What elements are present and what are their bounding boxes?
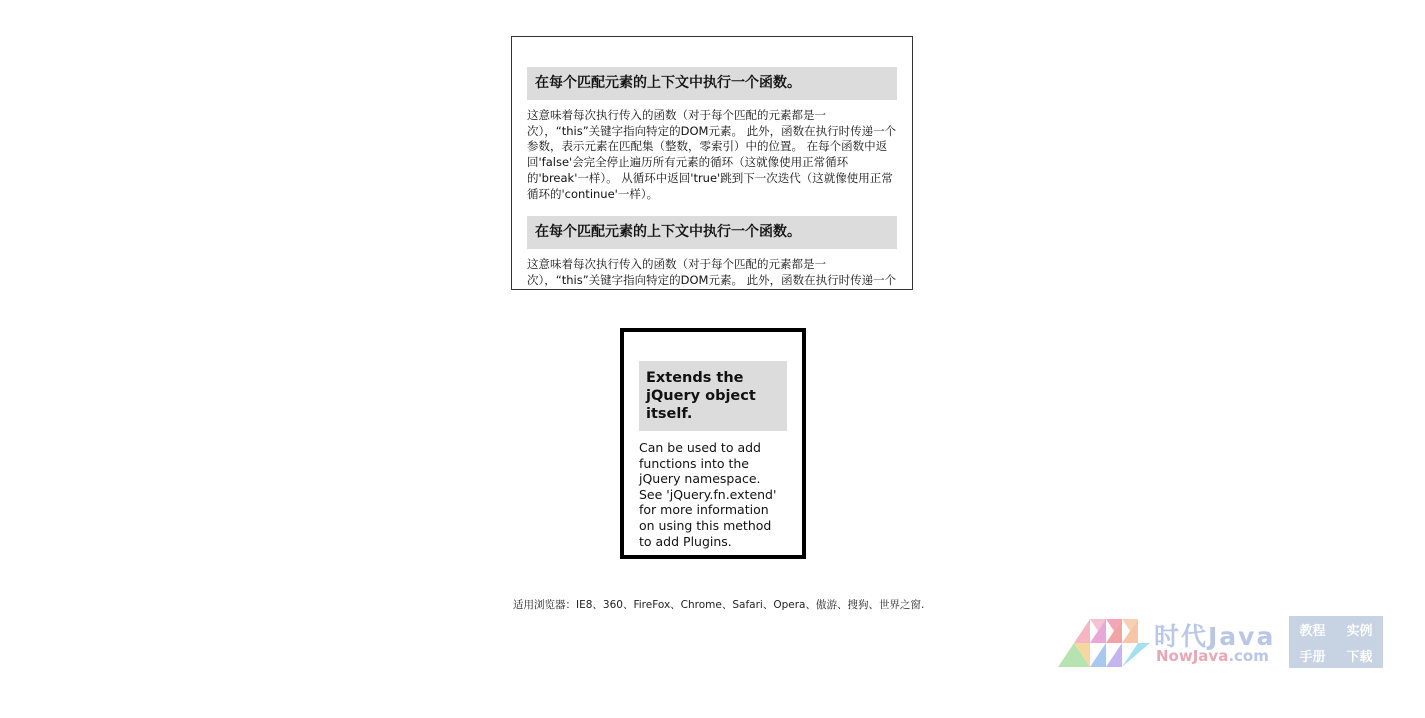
section-heading: Extends the jQuery object itself. bbox=[639, 361, 787, 431]
section-heading: 在每个匹配元素的上下文中执行一个函数。 bbox=[527, 216, 897, 249]
menu-item-manuals[interactable]: 手册 bbox=[1299, 649, 1326, 665]
menu-item-downloads[interactable]: 下载 bbox=[1346, 649, 1373, 665]
menu-item-tutorials[interactable]: 教程 bbox=[1299, 623, 1326, 639]
section-heading: 在每个匹配元素的上下文中执行一个函数。 bbox=[527, 67, 897, 100]
logo-menu bbox=[1289, 616, 1383, 668]
site-logo[interactable] bbox=[1058, 615, 1388, 671]
section-body: Can be used to add functions into the jQuery namespace. See 'jQuery.fn.extend' for more information on using this method to add Plugins. bbox=[639, 440, 777, 549]
supported-browsers-text: 适用浏览器：IE8、360、FireFox、Chrome、Safari、Opera、傲游、搜狗、世界之窗. bbox=[513, 599, 925, 611]
section-body: 这意味着每次执行传入的函数（对于每个匹配的元素都是一次），“this”关键字指向特定的DOM元素。 此外，函数在执行时传递一个参数，表示元素在匹配集（整数，零索引）中的位置。 在每个函数中返回'false'会完全停止遍历所有元素的循环（这就像使用正常循环的'break'一样）。 从循环中返回'true'跳到下一次迭代（这就像使用正常循环的'continue'一样）。 bbox=[527, 108, 897, 201]
section-heading-partial bbox=[639, 557, 787, 559]
section-body: 这意味着每次执行传入的函数（对于每个匹配的元素都是一次），“this”关键字指向特定的DOM元素。 此外，函数在执行时传递一个 bbox=[527, 257, 897, 287]
brand-domain-main: NowJava bbox=[1156, 647, 1229, 665]
brand-domain-tld: .com bbox=[1228, 647, 1269, 665]
scroll-box-chinese[interactable] bbox=[511, 36, 913, 290]
triangle-mosaic-icon bbox=[1058, 619, 1150, 667]
scroll-box-english[interactable] bbox=[620, 328, 806, 559]
brand-name-cn: 时代Java bbox=[1154, 622, 1276, 651]
menu-item-examples[interactable]: 实例 bbox=[1346, 623, 1373, 639]
brand-domain bbox=[1156, 647, 1269, 665]
